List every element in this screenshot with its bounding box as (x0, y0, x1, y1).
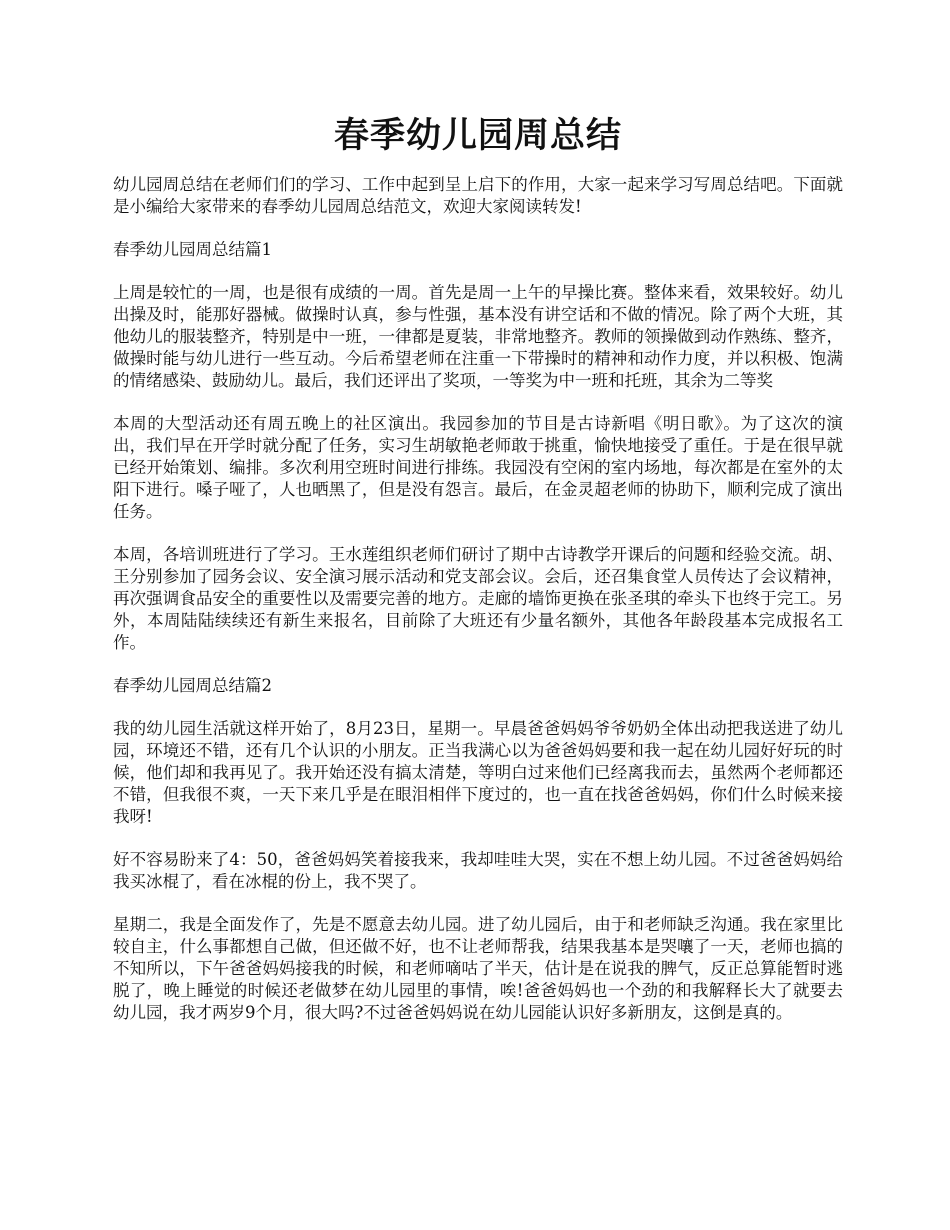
document-title: 春季幼儿园周总结 (333, 115, 622, 156)
section-2-paragraph-3: 星期二，我是全面发作了，先是不愿意去幼儿园。进了幼儿园后，由于和老师缺乏沟通。我在家里比较自主，什么事都想自己做，但还做不好，也不让老师帮我，结果我基本是哭嚷了一天，老师也搞的不知所以，下午爸爸妈妈接我的时候，和老师嘀咕了半天，估计是在说我的脾气，反正总算能暂时逃脱了，晚上睡觉的时候还老做梦在幼儿园里的事情，唉!爸爸妈妈也一个劲的和我解释长大了就要去幼儿园，我才两岁9个月，很大吗?不过爸爸妈妈说在幼儿园能认识好多新朋友，这倒是真的。 (113, 915, 843, 1022)
document-page (113, 110, 843, 1045)
section-1-heading: 春季幼儿园周总结篇1 (113, 240, 272, 259)
section-2-heading: 春季幼儿园周总结篇2 (113, 676, 272, 695)
section-1-paragraph-3: 本周，各培训班进行了学习。王水莲组织老师们研讨了期中古诗教学开课后的问题和经验交流。胡、王分别参加了园务会议、安全演习展示活动和党支部会议。会后，还召集食堂人员传达了会议精神，再次强调食品安全的重要性以及需要完善的地方。走廊的墙饰更换在张圣琪的牵头下也终于完工。另外，本周陆陆续续还有新生来报名，目前除了大班还有少量名额外，其他各年龄段基本完成报名工作。 (113, 545, 843, 652)
section-1-paragraph-2: 本周的大型活动还有周五晚上的社区演出。我园参加的节目是古诗新唱《明日歌》。为了这次的演出，我们早在开学时就分配了任务，实习生胡敏艳老师敢于挑重，愉快地接受了重任。于是在很早就已经开始策划、编排。多次利用空班时间进行排练。我园没有空闲的室内场地，每次都是在室外的太阳下进行。嗓子哑了，人也晒黑了，但是没有怨言。最后，在金灵超老师的协助下，顺利完成了演出任务。 (113, 414, 843, 521)
section-1-paragraph-1: 上周是较忙的一周，也是很有成绩的一周。首先是周一上午的早操比赛。整体来看，效果较好。幼儿出操及时，能那好器械。做操时认真，参与性强，基本没有讲空话和不做的情况。除了两个大班，其他幼儿的服装整齐，特别是中一班，一律都是夏装，非常地整齐。教师的领操做到动作熟练、整齐，做操时能与幼儿进行一些互动。今后希望老师在注重一下带操时的精神和动作力度，并以积极、饱满的情绪感染、鼓励幼儿。最后，我们还评出了奖项，一等奖为中一班和托班，其余为二等奖 (113, 283, 843, 390)
intro-paragraph: 幼儿园周总结在老师们们的学习、工作中起到呈上启下的作用，大家一起来学习写周总结吧。下面就是小编给大家带来的春季幼儿园周总结范文，欢迎大家阅读转发! (113, 175, 843, 216)
section-2-paragraph-2: 好不容易盼来了4：50，爸爸妈妈笑着接我来，我却哇哇大哭，实在不想上幼儿园。不过爸爸妈妈给我买冰棍了，看在冰棍的份上，我不哭了。 (113, 850, 843, 891)
section-2-paragraph-1: 我的幼儿园生活就这样开始了，8月23日，星期一。早晨爸爸妈妈爷爷奶奶全体出动把我送进了幼儿园，环境还不错，还有几个认识的小朋友。正当我满心以为爸爸妈妈要和我一起在幼儿园好好玩的时候，他们却和我再见了。我开始还没有搞太清楚，等明白过来他们已经离我而去，虽然两个老师都还不错，但我很不爽，一天下来几乎是在眼泪相伴下度过的，也一直在找爸爸妈妈，你们什么时候来接我呀! (113, 719, 843, 826)
